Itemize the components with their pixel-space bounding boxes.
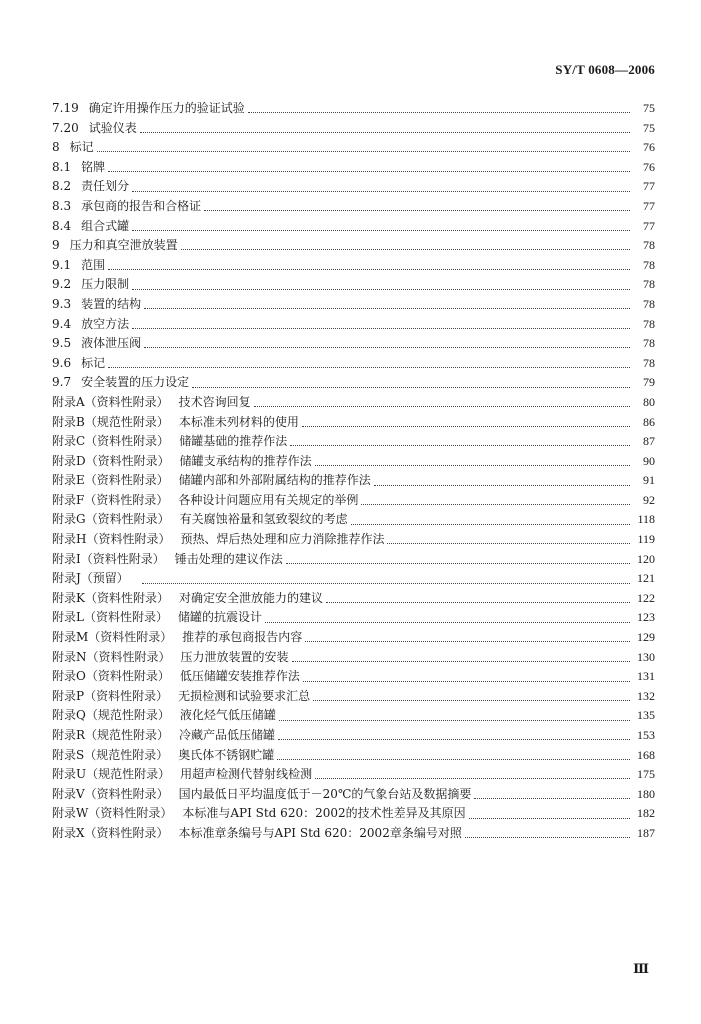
- toc-entry-number: 9.7: [52, 375, 72, 390]
- toc-entry-page: 175: [637, 767, 655, 782]
- toc-entry-number: 附录G（资料性附录）: [52, 512, 170, 527]
- dot-leader: [315, 465, 630, 466]
- toc-entry-page: 78: [643, 296, 655, 311]
- dot-leader: [144, 347, 630, 348]
- toc-entry-page: 187: [637, 825, 655, 840]
- toc-entry-number: 附录D（资料性附录）: [52, 453, 170, 468]
- table-of-contents: [52, 99, 655, 844]
- toc-entry-number: 9.3: [52, 296, 72, 311]
- toc-entry-number: 附录A（资料性附录）: [52, 394, 169, 409]
- dot-leader: [132, 191, 630, 192]
- dot-leader: [474, 798, 630, 799]
- toc-entry-title: 有关腐蚀裕量和氢致裂纹的考虑: [179, 512, 348, 527]
- page-number: Ⅲ: [633, 961, 649, 976]
- dot-leader: [254, 406, 630, 407]
- toc-entry-page: 123: [637, 610, 655, 625]
- dot-leader: [469, 818, 630, 819]
- toc-entry-page: 122: [637, 590, 655, 605]
- toc-entry-number: 附录U（规范性附录）: [52, 767, 171, 782]
- toc-entry-number: 9.4: [52, 316, 72, 331]
- dot-leader: [142, 583, 630, 584]
- dot-leader: [315, 778, 630, 779]
- toc-entry-page: 90: [643, 453, 655, 468]
- toc-entry-number: 8.2: [52, 179, 72, 194]
- toc-entry-page: 78: [643, 336, 655, 351]
- toc-entry: [52, 217, 655, 237]
- toc-entry: [52, 824, 655, 844]
- toc-entry-title: 确定许用操作压力的验证试验: [88, 101, 245, 115]
- toc-entry-title: 推荐的承包商报告内容: [182, 630, 303, 645]
- toc-entry: [52, 119, 655, 139]
- toc-entry-title: 压力泄放装置的安装: [180, 649, 289, 664]
- toc-entry: [52, 804, 655, 824]
- toc-entry: [52, 608, 655, 628]
- toc-entry: [52, 628, 655, 648]
- toc-entry-number: 附录S（规范性附录）: [52, 747, 169, 762]
- toc-entry-number: 附录O（资料性附录）: [52, 669, 170, 684]
- toc-entry: [52, 354, 655, 374]
- dot-leader: [278, 739, 630, 740]
- toc-entry: [52, 413, 655, 433]
- dot-leader: [204, 210, 630, 211]
- toc-entry: [52, 177, 655, 197]
- toc-entry: [52, 295, 655, 315]
- toc-entry-number: 9.5: [52, 336, 72, 351]
- toc-entry-page: 78: [643, 238, 655, 253]
- dot-leader: [140, 132, 630, 133]
- toc-entry-number: 8.1: [52, 159, 72, 174]
- toc-entry-page: 77: [643, 218, 655, 233]
- toc-entry-page: 118: [637, 512, 655, 527]
- toc-entry-number: 附录Q（规范性附录）: [52, 708, 170, 723]
- toc-entry-page: 79: [643, 375, 655, 390]
- dot-leader: [97, 151, 630, 152]
- toc-entry-number: 附录F（资料性附录）: [52, 492, 169, 507]
- toc-entry-number: 附录L（资料性附录）: [52, 610, 168, 625]
- toc-entry: [52, 530, 655, 550]
- dot-leader: [108, 269, 630, 270]
- dot-leader: [374, 485, 630, 486]
- dot-leader: [302, 426, 630, 427]
- toc-entry-page: 153: [637, 728, 655, 742]
- toc-entry-title: 各种设计问题应用有关规定的举例: [178, 492, 359, 507]
- toc-entry-number: 附录M（资料性附录）: [52, 630, 173, 645]
- toc-entry-page: 76: [643, 140, 655, 155]
- toc-entry-title: 本标准章条编号与API Std 620：2002章条编号对照: [178, 825, 462, 840]
- toc-entry-title: 储罐的抗震设计: [177, 610, 262, 625]
- toc-entry: [52, 765, 655, 785]
- toc-entry-title: 冷藏产品低压储罐: [179, 728, 276, 742]
- toc-entry: [52, 569, 655, 589]
- toc-entry-number: 附录R（规范性附录）: [52, 728, 170, 742]
- toc-entry-page: 131: [637, 669, 655, 684]
- dot-leader: [326, 602, 630, 603]
- toc-entry: [52, 138, 655, 158]
- dot-leader: [108, 171, 630, 172]
- toc-entry-title: 对确定安全泄放能力的建议: [178, 590, 323, 605]
- toc-entry-title: 国内最低日平均温度低于－20℃的气象台站及数据摘要: [178, 786, 472, 801]
- toc-entry-page: 78: [643, 257, 655, 272]
- toc-entry-page: 78: [643, 355, 655, 370]
- dot-leader: [277, 759, 630, 760]
- toc-entry-title: 责任划分: [81, 179, 130, 194]
- toc-entry-page: 76: [643, 159, 655, 174]
- toc-entry-title: 无损检测和试验要求汇总: [178, 688, 311, 703]
- toc-entry-page: 121: [637, 571, 655, 586]
- toc-entry: [52, 99, 655, 119]
- toc-entry-number: 附录J（预留）: [52, 571, 129, 586]
- dot-leader: [192, 387, 630, 388]
- toc-entry-title: 本标准未列材料的使用: [178, 414, 299, 429]
- toc-entry: [52, 197, 655, 217]
- toc-entry-title: 试验仪表: [88, 120, 137, 135]
- toc-entry-number: 9.1: [52, 257, 72, 272]
- toc-entry-number: 9.2: [52, 277, 72, 292]
- toc-entry-page: 75: [643, 120, 655, 135]
- toc-entry-number: 附录W（资料性附录）: [52, 806, 173, 821]
- toc-entry: [52, 589, 655, 609]
- toc-entry: [52, 726, 655, 746]
- toc-entry-page: 78: [643, 277, 655, 292]
- toc-entry-page: 168: [637, 747, 655, 762]
- toc-entry-number: 8.3: [52, 198, 72, 213]
- toc-entry-number: 9: [52, 238, 60, 253]
- toc-entry-title: 用超声检测代替射线检测: [180, 767, 313, 782]
- toc-entry-number: 8.4: [52, 218, 72, 233]
- toc-entry-title: 储罐支承结构的推荐作法: [179, 453, 312, 468]
- toc-entry-title: 本标准与API Std 620：2002的技术性差异及其原因: [182, 806, 466, 821]
- toc-entry-title: 铭牌: [81, 159, 106, 174]
- toc-entry: [52, 373, 655, 393]
- toc-entry: [52, 667, 655, 687]
- toc-entry-page: 77: [643, 179, 655, 194]
- toc-entry-number: 7.19: [52, 101, 79, 115]
- dot-leader: [292, 661, 630, 662]
- toc-entry-page: 180: [637, 786, 655, 801]
- toc-entry-number: 附录X（资料性附录）: [52, 825, 169, 840]
- toc-entry-page: 80: [643, 394, 655, 409]
- toc-entry-title: 液体泄压阀: [81, 336, 142, 351]
- toc-entry: [52, 706, 655, 726]
- toc-entry-number: 7.20: [52, 120, 79, 135]
- toc-entry-title: 标记: [81, 355, 106, 370]
- toc-entry-page: 135: [637, 708, 655, 723]
- toc-entry: [52, 550, 655, 570]
- dot-leader: [286, 563, 630, 564]
- dot-leader: [303, 681, 630, 682]
- dot-leader: [265, 622, 630, 623]
- toc-entry-number: 附录I（资料性附录）: [52, 551, 165, 566]
- toc-entry-number: 附录E（资料性附录）: [52, 473, 169, 488]
- toc-entry-title: 压力限制: [81, 277, 130, 292]
- toc-entry: [52, 256, 655, 276]
- toc-entry: [52, 471, 655, 491]
- toc-entry-page: 75: [643, 101, 655, 115]
- dot-leader: [108, 367, 630, 368]
- toc-entry-title: 预热、焊后热处理和应力消除推荐作法: [180, 532, 385, 547]
- toc-entry-title: 锤击处理的建议作法: [174, 551, 283, 566]
- toc-entry-title: 技术咨询回复: [178, 394, 251, 409]
- toc-entry-number: 附录P（资料性附录）: [52, 688, 169, 703]
- toc-entry: [52, 158, 655, 178]
- dot-leader: [132, 289, 630, 290]
- toc-entry-title: 装置的结构: [81, 296, 142, 311]
- toc-entry-title: 承包商的报告和合格证: [81, 198, 202, 213]
- toc-entry-page: 77: [643, 198, 655, 213]
- dot-leader: [465, 837, 630, 838]
- dot-leader: [132, 230, 630, 231]
- toc-entry-page: 86: [643, 414, 655, 429]
- toc-entry-title: 标记: [69, 140, 94, 155]
- toc-entry-page: 129: [637, 630, 655, 645]
- toc-entry-title: 储罐基础的推荐作法: [179, 434, 288, 449]
- toc-entry: [52, 510, 655, 530]
- toc-entry-page: 91: [643, 473, 655, 488]
- toc-entry-number: 附录C（资料性附录）: [52, 434, 170, 449]
- toc-entry-page: 120: [637, 551, 655, 566]
- toc-entry-page: 92: [643, 492, 655, 507]
- toc-entry: [52, 236, 655, 256]
- toc-entry-page: 182: [637, 806, 655, 821]
- toc-entry-title: 放空方法: [81, 316, 130, 331]
- toc-entry-title: 奥氏体不锈钢贮罐: [178, 747, 275, 762]
- dot-leader: [132, 328, 630, 329]
- toc-entry-number: 附录H（资料性附录）: [52, 532, 171, 547]
- toc-entry-title: 安全装置的压力设定: [81, 375, 190, 390]
- toc-entry-title: 组合式罐: [81, 218, 130, 233]
- toc-entry: [52, 452, 655, 472]
- toc-entry-number: 附录N（资料性附录）: [52, 649, 171, 664]
- dot-leader: [351, 524, 630, 525]
- toc-entry-number: 附录V（资料性附录）: [52, 786, 169, 801]
- toc-entry: [52, 315, 655, 335]
- dot-leader: [313, 700, 630, 701]
- toc-entry-page: 119: [637, 532, 655, 547]
- toc-entry-title: 液化烃气低压储罐: [179, 708, 276, 723]
- toc-entry-number: 9.6: [52, 355, 72, 370]
- toc-entry-number: 8: [52, 140, 60, 155]
- dot-leader: [144, 308, 630, 309]
- toc-entry: [52, 687, 655, 707]
- dot-leader: [387, 543, 630, 544]
- toc-entry: [52, 491, 655, 511]
- toc-entry-number: 附录B（规范性附录）: [52, 414, 169, 429]
- toc-entry-title: 范围: [81, 257, 106, 272]
- toc-entry-page: 132: [637, 688, 655, 703]
- toc-entry: [52, 432, 655, 452]
- toc-entry-page: 130: [637, 649, 655, 664]
- toc-entry-title: 低压储罐安装推荐作法: [179, 669, 300, 684]
- toc-entry-title: 储罐内部和外部附属结构的推荐作法: [178, 473, 371, 488]
- dot-leader: [361, 504, 630, 505]
- dot-leader: [305, 641, 630, 642]
- toc-entry-number: 附录K（资料性附录）: [52, 590, 169, 605]
- dot-leader: [248, 112, 630, 113]
- toc-entry: [52, 785, 655, 805]
- toc-entry: [52, 648, 655, 668]
- dot-leader: [279, 720, 630, 721]
- toc-entry: [52, 334, 655, 354]
- toc-entry-page: 87: [643, 434, 655, 449]
- toc-entry-page: 78: [643, 316, 655, 331]
- toc-entry: [52, 746, 655, 766]
- toc-entry-title: 压力和真空泄放装置: [69, 238, 178, 253]
- toc-entry: [52, 275, 655, 295]
- dot-leader: [290, 445, 630, 446]
- document-code: SY/T 0608—2006: [555, 62, 655, 77]
- toc-entry: [52, 393, 655, 413]
- dot-leader: [181, 249, 630, 250]
